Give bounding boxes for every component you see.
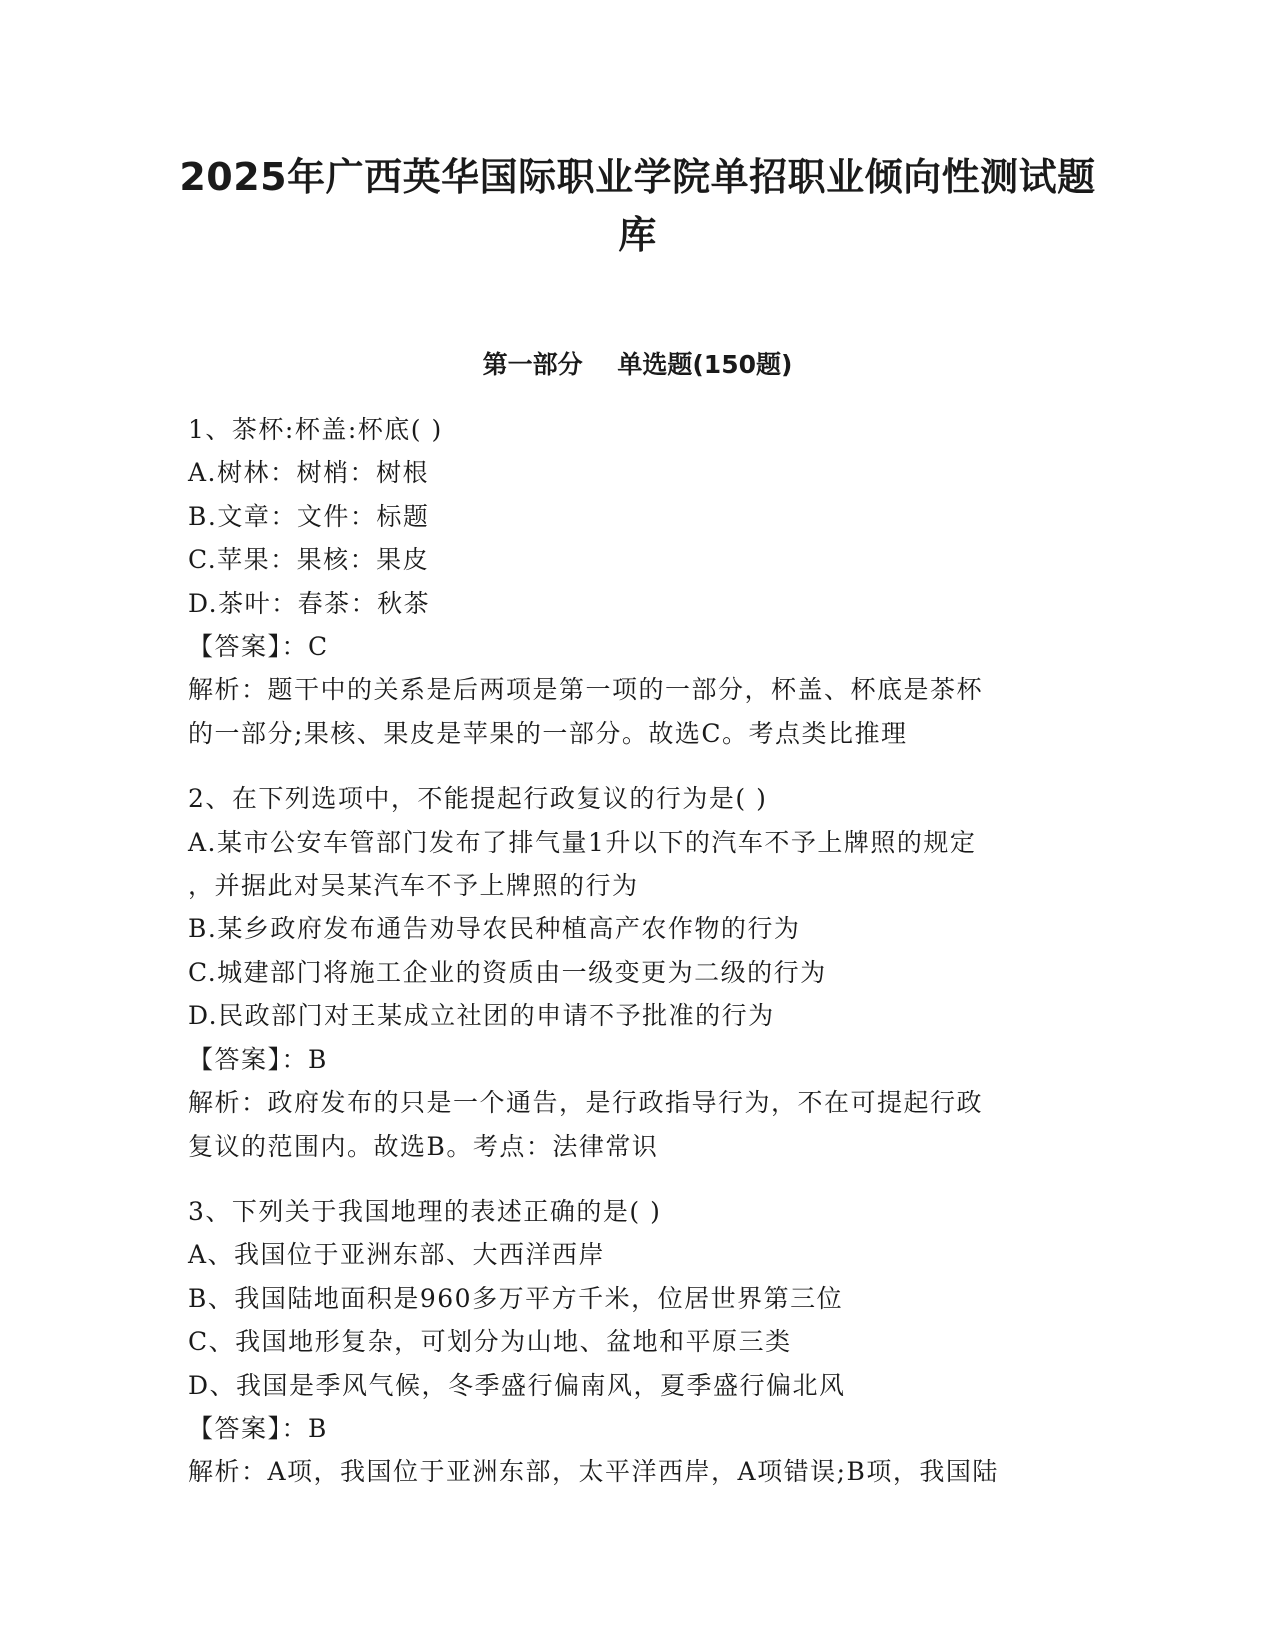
question-list bbox=[188, 408, 1088, 1516]
option-a: A.某市公安车管部门发布了排气量1升以下的汽车不予上牌照的规定 bbox=[188, 827, 977, 857]
answer-value: B bbox=[308, 1413, 328, 1443]
analysis-line: 解析：政府发布的只是一个通告，是行政指导行为，不在可提起行政 bbox=[188, 1088, 984, 1118]
answer-label: 【答案】： bbox=[188, 1413, 309, 1443]
option-a: A.树林：树梢：树根 bbox=[188, 458, 430, 488]
answer-line bbox=[188, 1038, 1088, 1081]
option-d: D、我国是季风气候，冬季盛行偏南风，夏季盛行偏北风 bbox=[188, 1370, 846, 1400]
question-2 bbox=[188, 777, 1088, 1168]
option-c: C.苹果：果核：果皮 bbox=[188, 545, 430, 575]
document-title-line-2: 库 bbox=[618, 213, 657, 257]
analysis-line: 解析：题干中的关系是后两项是第一项的一部分，杯盖、杯底是茶杯 bbox=[188, 675, 984, 705]
answer-value: C bbox=[308, 632, 329, 662]
analysis-line: 复议的范围内。故选B。考点：法律常识 bbox=[188, 1131, 659, 1161]
question-stem: 2、在下列选项中，不能提起行政复议的行为是( ) bbox=[188, 784, 768, 814]
option-d: D.茶叶：春茶：秋茶 bbox=[188, 588, 431, 618]
answer-line bbox=[188, 1407, 1088, 1450]
option-c: C.城建部门将施工企业的资质由一级变更为二级的行为 bbox=[188, 957, 827, 987]
question-stem: 3、下列关于我国地理的表述正确的是( ) bbox=[188, 1196, 662, 1226]
question-3 bbox=[188, 1190, 1088, 1494]
section-heading: 第一部分 单选题(150题) bbox=[482, 350, 793, 379]
option-b: B.某乡政府发布通告劝导农民种植高产农作物的行为 bbox=[188, 914, 801, 944]
question-stem: 1、茶杯:杯盖:杯底( ) bbox=[188, 415, 443, 444]
document-title bbox=[160, 148, 1115, 264]
answer-value: B bbox=[308, 1044, 328, 1074]
option-c: C、我国地形复杂，可划分为山地、盆地和平原三类 bbox=[188, 1327, 792, 1357]
question-1 bbox=[188, 408, 1088, 755]
analysis-line: 的一部分;果核、果皮是苹果的一部分。故选C。考点类比推理 bbox=[188, 718, 908, 748]
option-d: D.民政部门对王某成立社团的申请不予批准的行为 bbox=[188, 1001, 775, 1031]
option-a-continuation: ，并据此对吴某汽车不予上牌照的行为 bbox=[188, 871, 639, 901]
answer-label: 【答案】： bbox=[188, 1044, 309, 1074]
analysis-line: 解析：A项，我国位于亚洲东部，太平洋西岸，A项错误;B项，我国陆 bbox=[188, 1457, 999, 1487]
answer-line bbox=[188, 625, 1088, 668]
option-a: A、我国位于亚洲东部、大西洋西岸 bbox=[188, 1240, 606, 1270]
option-b: B、我国陆地面积是960多万平方千米，位居世界第三位 bbox=[188, 1283, 844, 1313]
document-title-line-1: 2025年广西英华国际职业学院单招职业倾向性测试题 bbox=[179, 155, 1096, 199]
option-b: B.文章：文件：标题 bbox=[188, 501, 430, 531]
answer-label: 【答案】： bbox=[188, 632, 309, 662]
